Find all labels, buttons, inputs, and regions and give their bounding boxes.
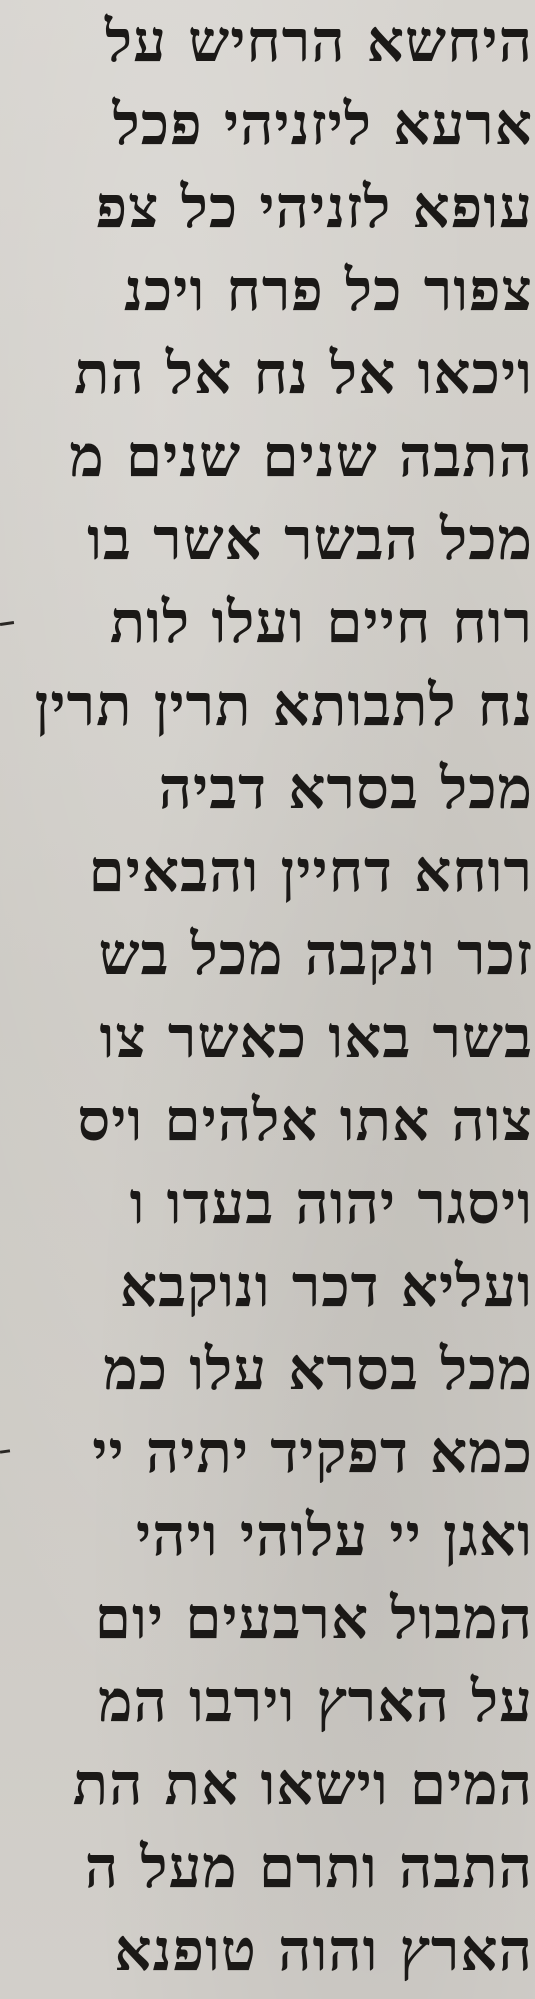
text-line: ויסגר יהוה בעדו ו <box>129 1169 533 1237</box>
text-line: נח לתבותא תרין תרין <box>34 671 533 739</box>
text-line: התבה ותרם מעל ה <box>84 1833 533 1901</box>
text-line: מכל הבשר אשר בו <box>87 505 533 573</box>
text-line: זכר ונקבה מכל בש <box>98 920 533 988</box>
text-line: צוה אתו אלהים ויס <box>77 1086 533 1154</box>
text-line: המים וישאו את הת <box>72 1750 533 1818</box>
text-line: הארץ והוה טופנא <box>114 1916 533 1984</box>
text-line: בשר באו כאשר צו <box>99 1003 533 1071</box>
text-line: ארעא ליזניהי פכל <box>112 90 533 158</box>
text-line: היחשא הרחיש על <box>105 7 533 75</box>
text-line: כמא דפקיד יתיה יי <box>92 1418 533 1486</box>
text-line: המבול ארבעים יום <box>94 1584 533 1652</box>
text-line: רוחא דחיין והבאים <box>88 837 533 905</box>
text-line: צפור כל פרח ויכנ <box>124 256 533 324</box>
text-line: ועליא דכר ונוקבא <box>119 1252 533 1320</box>
text-line: מכל בסרא עלו כמ <box>103 1335 533 1403</box>
text-line: ואגן יי עלוהי ויהי <box>136 1501 533 1569</box>
text-line: על הארץ וירבו המ <box>98 1667 533 1735</box>
text-line: עופא לזניהי כל צפ <box>95 173 533 241</box>
text-line: התבה שנים שנים מ <box>69 422 533 490</box>
text-line: ויכאו אל נח אל הת <box>74 339 533 407</box>
text-line: רוח חיים ועלו לות <box>109 588 533 656</box>
text-line: מכל בסרא דביה <box>158 754 533 822</box>
